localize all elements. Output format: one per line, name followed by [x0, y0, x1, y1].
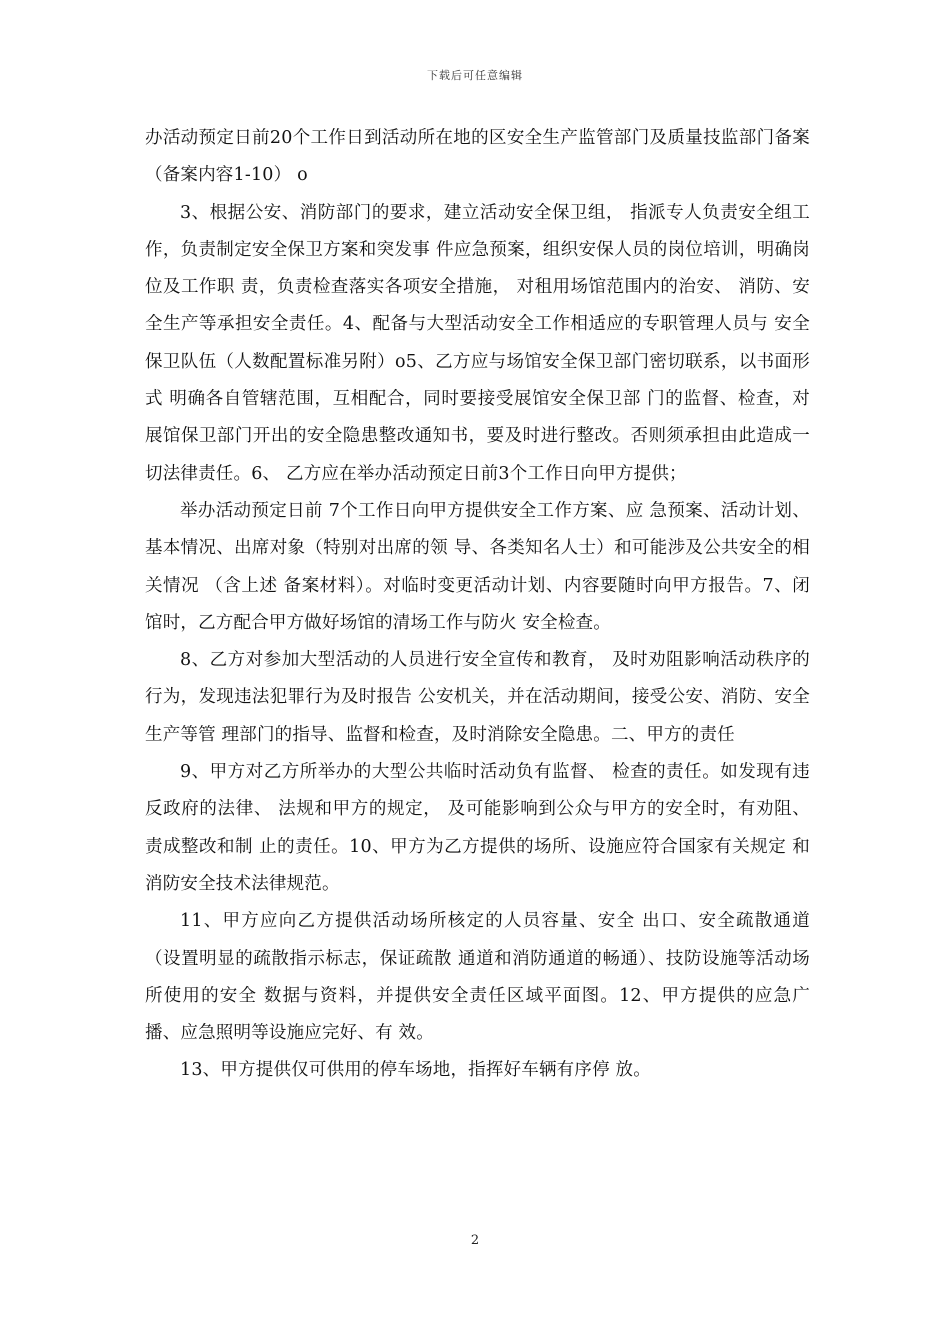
paragraph-item-11-12: 11、甲方应向乙方提供活动场所核定的人员容量、安全 出口、安全疏散通道（设置明显的疏散指示标志，保证疏散 通道和消防通道的畅通）、技防设施等活动场所使用的安全 数据与资料，并提供安全责任区域平面图。12、甲方提供的应急广播、应急照明等设施应完好、有 效。	[145, 911, 810, 1044]
paragraph-continuation: 办活动预定日前20个工作日到活动所在地的区安全生产监管部门及质量技监部门备案（备案内容1-10） o	[145, 128, 810, 186]
paragraph-item-8: 8、乙方对参加大型活动的人员进行安全宣传和教育， 及时劝阻影响活动秩序的行为，发现违法犯罪行为及时报告 公安机关，并在活动期间，接受公安、消防、安全生产等管 理部门的指导、监督和检查，及时消除安全隐患。二、甲方的责任	[145, 650, 810, 745]
page-number: 2	[470, 1233, 480, 1248]
paragraph-item-3-6: 3、根据公安、消防部门的要求，建立活动安全保卫组， 指派专人负责安全组工作，负责制定安全保卫方案和突发事 件应急预案，组织安保人员的岗位培训，明确岗位及工作职 责，负责检查落实各项安全措施， 对租用场馆范围内的治安、 消防、安全生产等承担安全责任。4、配备与大型活动安全工作相适应的专职管理人员与 安全保卫队伍（人数配置标准另附）o5、乙方应与场馆安全保卫部门密切联系，以书面形式 明确各自管辖范围，互相配合，同时要接受展馆安全保卫部 门的监督、检查，对展馆保卫部门开出的安全隐患整改通知书，要及时进行整改。否则须承担由此造成一切法律责任。6、 乙方应在举办活动预定日前3个工作日向甲方提供；	[145, 202, 810, 484]
page-header: 下载后可任意编辑	[427, 69, 523, 82]
paragraph-item-7: 举办活动预定日前 7个工作日向甲方提供安全工作方案、应 急预案、活动计划、基本情况、出席对象（特别对出席的领 导、各类知名人士）和可能涉及公共安全的相关情况 （含上述 备案材料）。对临时变更活动计划、内容要随时向甲方报告。7、闭馆时，乙方配合甲方做好场馆的清场工作与防火 安全检查。	[145, 500, 810, 633]
document-body	[145, 120, 810, 1090]
paragraph-item-9-10: 9、甲方对乙方所举办的大型公共临时活动负有监督、 检查的责任。如发现有违反政府的法律、 法规和甲方的规定， 及可能影响到公众与甲方的安全时，有劝阻、责成整改和制 止的责任。10、甲方为乙方提供的场所、设施应符合国家有关规定 和消防安全技术法律规范。	[145, 762, 810, 894]
paragraph-item-13: 13、甲方提供仅可供用的停车场地，指挥好车辆有序停 放。	[180, 1060, 651, 1081]
